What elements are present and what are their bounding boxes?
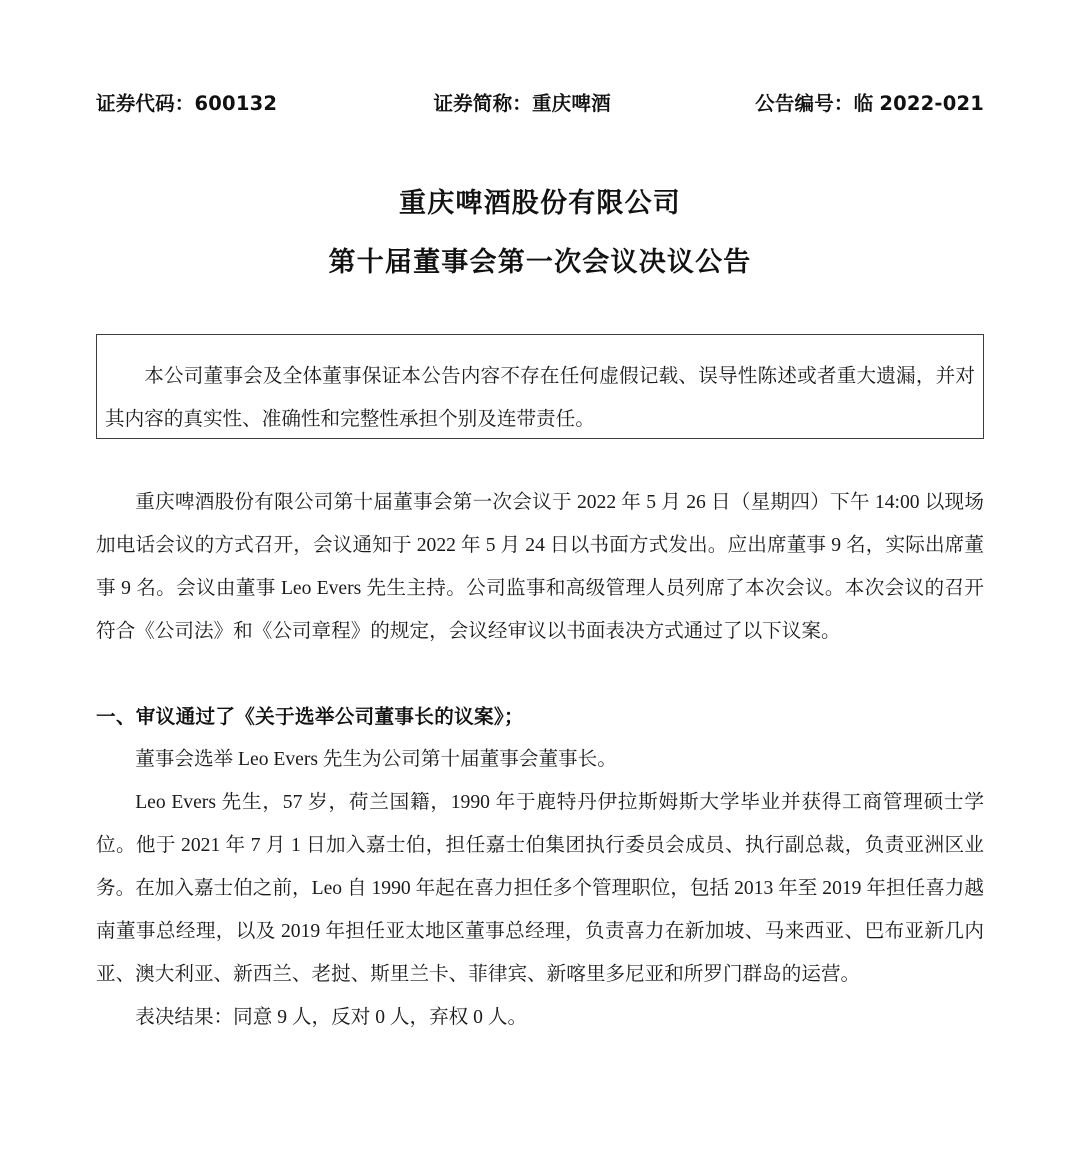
announcement-number-label: 公告编号：临: [755, 92, 874, 115]
section-1-heading: 一、审议通过了《关于选举公司董事长的议案》；: [96, 705, 524, 728]
security-code-value: 600132: [194, 92, 278, 115]
section-1-biography: Leo Evers 先生，57 岁，荷兰国籍，1990 年于鹿特丹伊拉斯姆斯大学毕业并获得工商管理硕士学位。他于 2021 年 7 月 1 日加入嘉士伯，担任嘉士伯集团执行委员会成员、执行副总裁，负责亚洲区业务。在加入嘉士伯之前，Leo 自 1990 年起在喜力担任多个管理职位，包括 2013 年至 2019 年担任喜力越南董事总经理，以及 2019 年担任亚太地区董事总经理，负责喜力在新加坡、马来西亚、巴布亚新几内亚、澳大利亚、新西兰、老挝、斯里兰卡、菲律宾、新喀里多尼亚和所罗门群岛的运营。: [96, 792, 984, 985]
intro-paragraph: 重庆啤酒股份有限公司第十届董事会第一次会议于 2022 年 5 月 26 日（星期四）下午 14:00 以现场加电话会议的方式召开，会议通知于 2022 年 5 月 24 日以书面方式发出。应出席董事 9 名，实际出席董事 9 名。会议由董事 Leo Evers 先生主持。公司监事和高级管理人员列席了本次会议。本次会议的召开符合《公司法》和《公司章程》的规定，会议经审议以书面表决方式通过了以下议案。: [96, 492, 984, 642]
section-1-resolution: 董事会选举 Leo Evers 先生为公司第十届董事会董事长。: [135, 749, 617, 770]
document-title: 第十届董事会第一次会议决议公告: [328, 247, 752, 278]
disclaimer-text: 本公司董事会及全体董事保证本公告内容不存在任何虚假记载、误导性陈述或者重大遗漏，并对其内容的真实性、准确性和完整性承担个别及连带责任。: [105, 366, 975, 430]
security-code-label: 证券代码：: [96, 92, 195, 115]
disclaimer-box: [96, 334, 984, 439]
announcement-number-value: 2022-021: [879, 92, 984, 115]
announcement-number: [755, 88, 984, 116]
section-1-vote-result: 表决结果：同意 9 人，反对 0 人，弃权 0 人。: [135, 1007, 528, 1028]
security-abbreviation: 证券简称：重庆啤酒: [433, 92, 611, 115]
document-header: [96, 0, 984, 116]
security-code: [96, 88, 277, 116]
company-title: 重庆啤酒股份有限公司: [399, 188, 681, 219]
title-block: [96, 190, 984, 276]
